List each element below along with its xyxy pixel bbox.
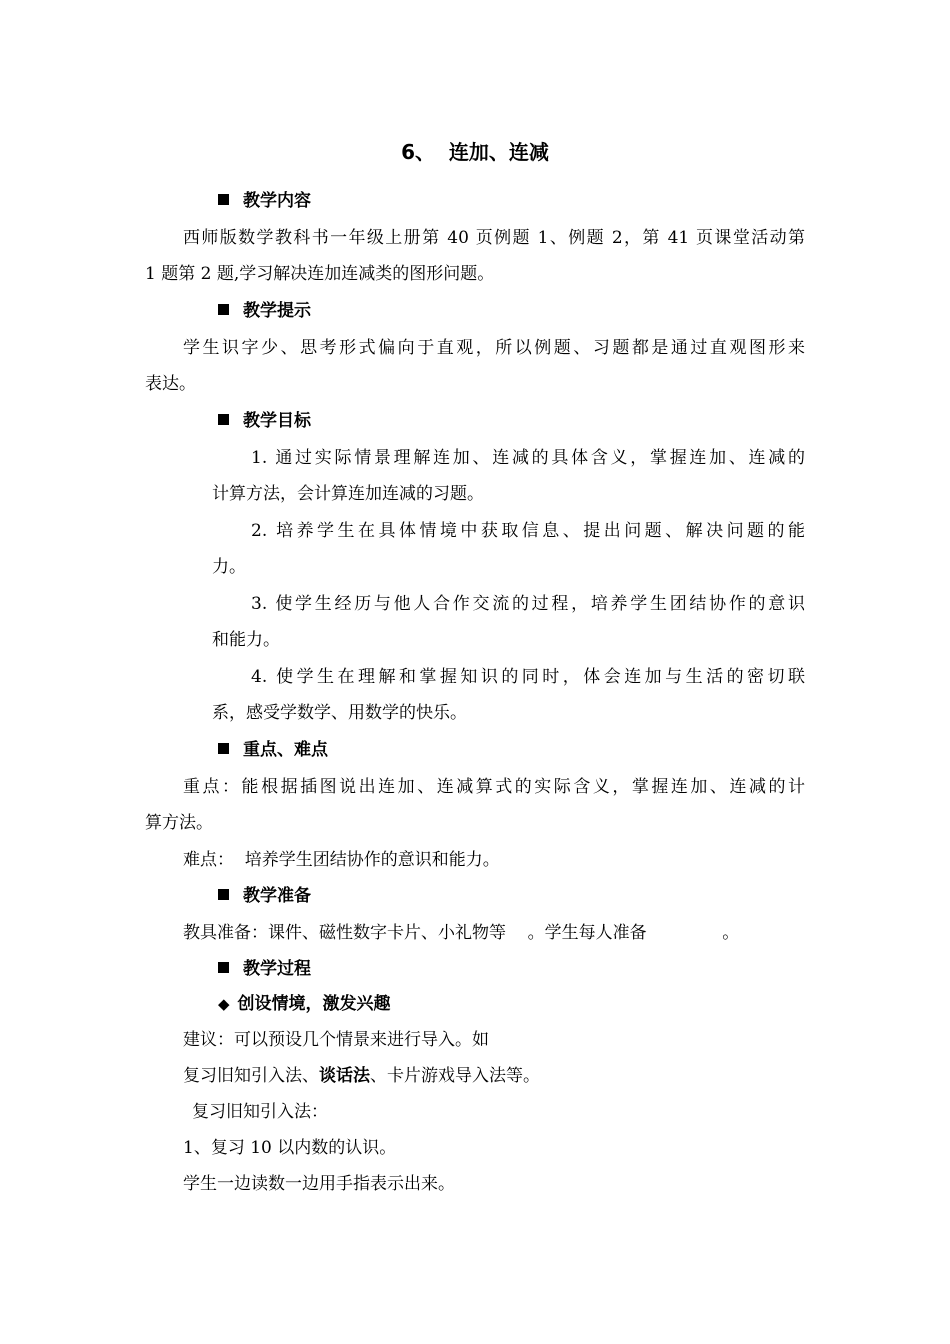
hint-line-2: 表达。 — [145, 374, 196, 394]
subheading-label: 创设情境，激发兴趣 — [237, 994, 391, 1014]
methods-text-pre: 复习旧知引入法、 — [183, 1066, 319, 1086]
content-line-2: 1 题第 2 题,学习解决连加连减类的图形问题。 — [145, 264, 495, 284]
goal-3-line-1: 3. 使学生经历与他人合作交流的过程，培养学生团结协作的意识 — [251, 594, 805, 614]
content-line-1: 西师版数学教科书一年级上册第 40 页例题 1、例题 2，第 41 页课堂活动第 — [183, 228, 805, 248]
suggestion-line: 建议：可以预设几个情景来进行导入。如 — [183, 1030, 489, 1050]
step-1-desc-line: 学生一边读数一边用手指表示出来。 — [183, 1174, 455, 1194]
goal-4-line-2: 系，感受学数学、用数学的快乐。 — [212, 703, 467, 723]
heading-label: 教学过程 — [243, 959, 311, 979]
heading-label: 教学目标 — [243, 411, 311, 431]
heading-label: 重点、难点 — [243, 740, 328, 760]
key-point-line-1: 重点：能根据插图说出连加、连减算式的实际含义，掌握连加、连减的计 — [183, 777, 805, 797]
section-heading-key-points — [218, 738, 328, 762]
section-heading-goals — [218, 409, 311, 433]
heading-label: 教学内容 — [243, 191, 311, 211]
step-1-line: 1、复习 10 以内数的认识。 — [183, 1138, 397, 1158]
square-bullet-icon — [218, 304, 229, 315]
square-bullet-icon — [218, 194, 229, 205]
goal-4-line-1: 4. 使学生在理解和掌握知识的同时，体会连加与生活的密切联 — [251, 667, 805, 687]
goal-1-line-1: 1. 通过实际情景理解连加、连减的具体含义，掌握连加、连减的 — [251, 448, 805, 468]
goal-2-line-2: 力。 — [212, 557, 246, 577]
heading-label: 教学提示 — [243, 301, 311, 321]
prep-line: 教具准备：课件、磁性数字卡片、小礼物等 。学生每人准备 。 — [183, 923, 740, 943]
page-title: 6、 连加、连减 — [401, 140, 549, 164]
section-heading-hint — [218, 299, 311, 323]
heading-label: 教学准备 — [243, 886, 311, 906]
goal-3-line-2: 和能力。 — [212, 630, 280, 650]
section-heading-prep — [218, 884, 311, 908]
square-bullet-icon — [218, 962, 229, 973]
methods-text-post: 、卡片游戏导入法等。 — [370, 1066, 540, 1086]
hint-line-1: 学生识字少、思考形式偏向于直观，所以例题、习题都是通过直观图形来 — [183, 338, 805, 358]
section-heading-process — [218, 957, 311, 981]
key-point-line-2: 算方法。 — [145, 813, 213, 833]
methods-text-bold: 谈话法 — [319, 1066, 370, 1086]
difficulty-line: 难点： 培养学生团结协作的意识和能力。 — [183, 850, 500, 870]
review-title-line: 复习旧知引入法： — [192, 1102, 328, 1122]
goal-1-line-2: 计算方法，会计算连加连减的习题。 — [212, 484, 484, 504]
diamond-bullet-icon: ◆ — [218, 995, 230, 1013]
square-bullet-icon — [218, 743, 229, 754]
subheading-scenario — [218, 992, 391, 1016]
methods-line — [183, 1064, 540, 1088]
goal-2-line-1: 2. 培养学生在具体情境中获取信息、提出问题、解决问题的能 — [251, 521, 805, 541]
square-bullet-icon — [218, 414, 229, 425]
square-bullet-icon — [218, 889, 229, 900]
section-heading-content — [218, 189, 311, 213]
